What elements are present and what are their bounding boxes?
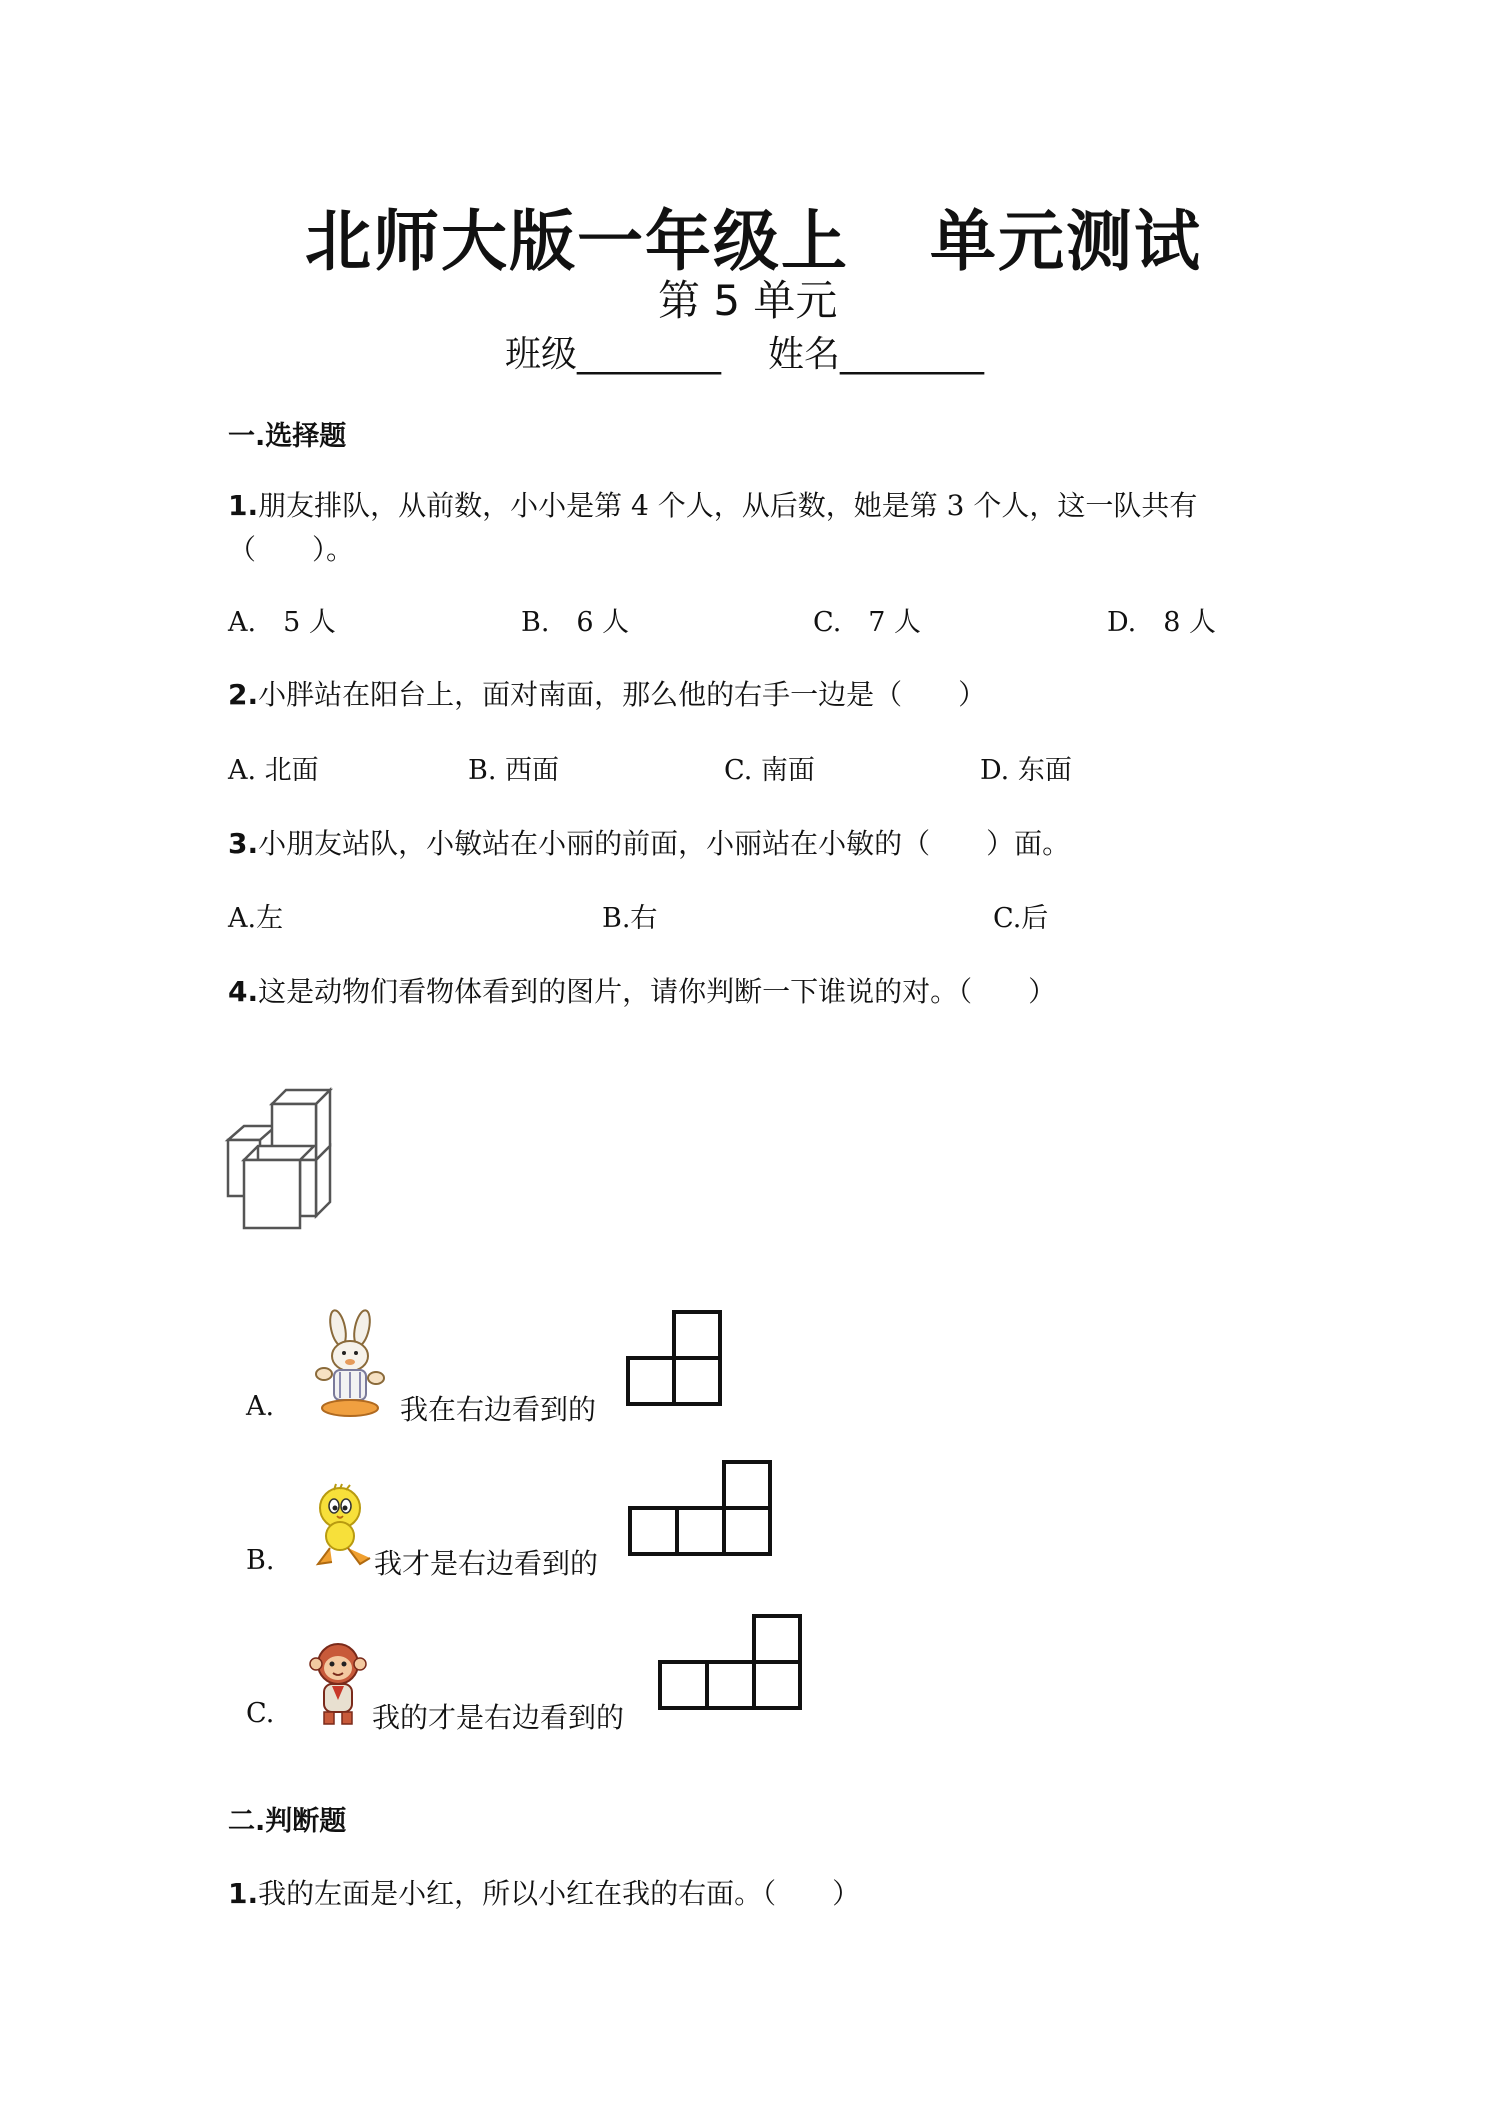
q3-option-c[interactable]: C.后 [993, 903, 1049, 934]
view-grid-a [626, 1310, 722, 1408]
title-left: 北师大版一年级上 [305, 203, 849, 280]
judge-question-1 [228, 1872, 860, 1912]
cube-side [316, 1146, 330, 1216]
q1-option-b[interactable]: B. 6 人 [521, 607, 630, 638]
unit-subtitle: 第 5 单元 [658, 276, 838, 325]
question-number: 1. [228, 489, 259, 522]
cube-top [228, 1126, 276, 1140]
q2-option-a[interactable]: A. 北面 [228, 755, 319, 786]
question-number: 2. [228, 678, 259, 711]
question-1-blank: （ ）。 [228, 533, 355, 566]
question-2 [228, 673, 986, 713]
q3-option-b[interactable]: B.右 [602, 903, 658, 934]
question-number: 4. [228, 975, 259, 1008]
stacked-cubes-figure [222, 1088, 342, 1228]
question-number: 1. [228, 1877, 259, 1910]
q1-option-c[interactable]: C. 7 人 [813, 607, 922, 638]
q1-option-a[interactable]: A. 5 人 [228, 607, 336, 638]
q2-option-b[interactable]: B. 西面 [468, 755, 560, 786]
q2-option-c[interactable]: C. 南面 [724, 755, 815, 786]
q4-option-b-letter[interactable]: B. [246, 1545, 275, 1576]
question-text: 我的左面是小红，所以小红在我的右面。（ ） [258, 1877, 861, 1910]
question-3 [228, 822, 1070, 862]
q4-option-a-letter[interactable]: A. [246, 1391, 275, 1422]
q4-option-b-speech: 我才是右边看到的 [374, 1547, 599, 1580]
cube-top [244, 1146, 314, 1160]
q4-option-a-speech: 我在右边看到的 [400, 1393, 597, 1426]
title-right: 单元测试 [930, 203, 1202, 280]
q4-option-c-speech: 我的才是右边看到的 [372, 1701, 625, 1734]
name-field: 姓名________ [768, 334, 985, 375]
rabbit-icon [304, 1310, 396, 1420]
question-text: 小胖站在阳台上，面对南面，那么他的右手一边是（ ） [258, 678, 987, 711]
question-text: 这是动物们看物体看到的图片，请你判断一下谁说的对。（ ） [258, 975, 1057, 1008]
question-text: 小朋友站队，小敏站在小丽的前面，小丽站在小敏的（ ）面。 [258, 827, 1071, 860]
q4-option-c-letter[interactable]: C. [246, 1698, 275, 1729]
q3-option-a[interactable]: A.左 [228, 903, 284, 934]
question-1 [228, 484, 1197, 524]
view-grid-c [658, 1614, 802, 1712]
cube-front [244, 1160, 300, 1228]
cube-front [300, 1160, 316, 1216]
view-grid-b [628, 1460, 772, 1558]
q2-option-d[interactable]: D. 东面 [980, 755, 1072, 786]
q1-option-d[interactable]: D. 8 人 [1107, 607, 1217, 638]
question-text: 朋友排队，从前数，小小是第 4 个人，从后数，她是第 3 个人，这一队共有 [258, 489, 1198, 522]
bird-icon [304, 1484, 376, 1570]
section-choice-title: 一.选择题 [228, 421, 347, 452]
question-number: 3. [228, 827, 259, 860]
question-4 [228, 970, 1056, 1010]
class-field: 班级________ [505, 334, 722, 375]
monkey-icon [302, 1640, 374, 1728]
section-judge-title: 二.判断题 [228, 1806, 347, 1837]
